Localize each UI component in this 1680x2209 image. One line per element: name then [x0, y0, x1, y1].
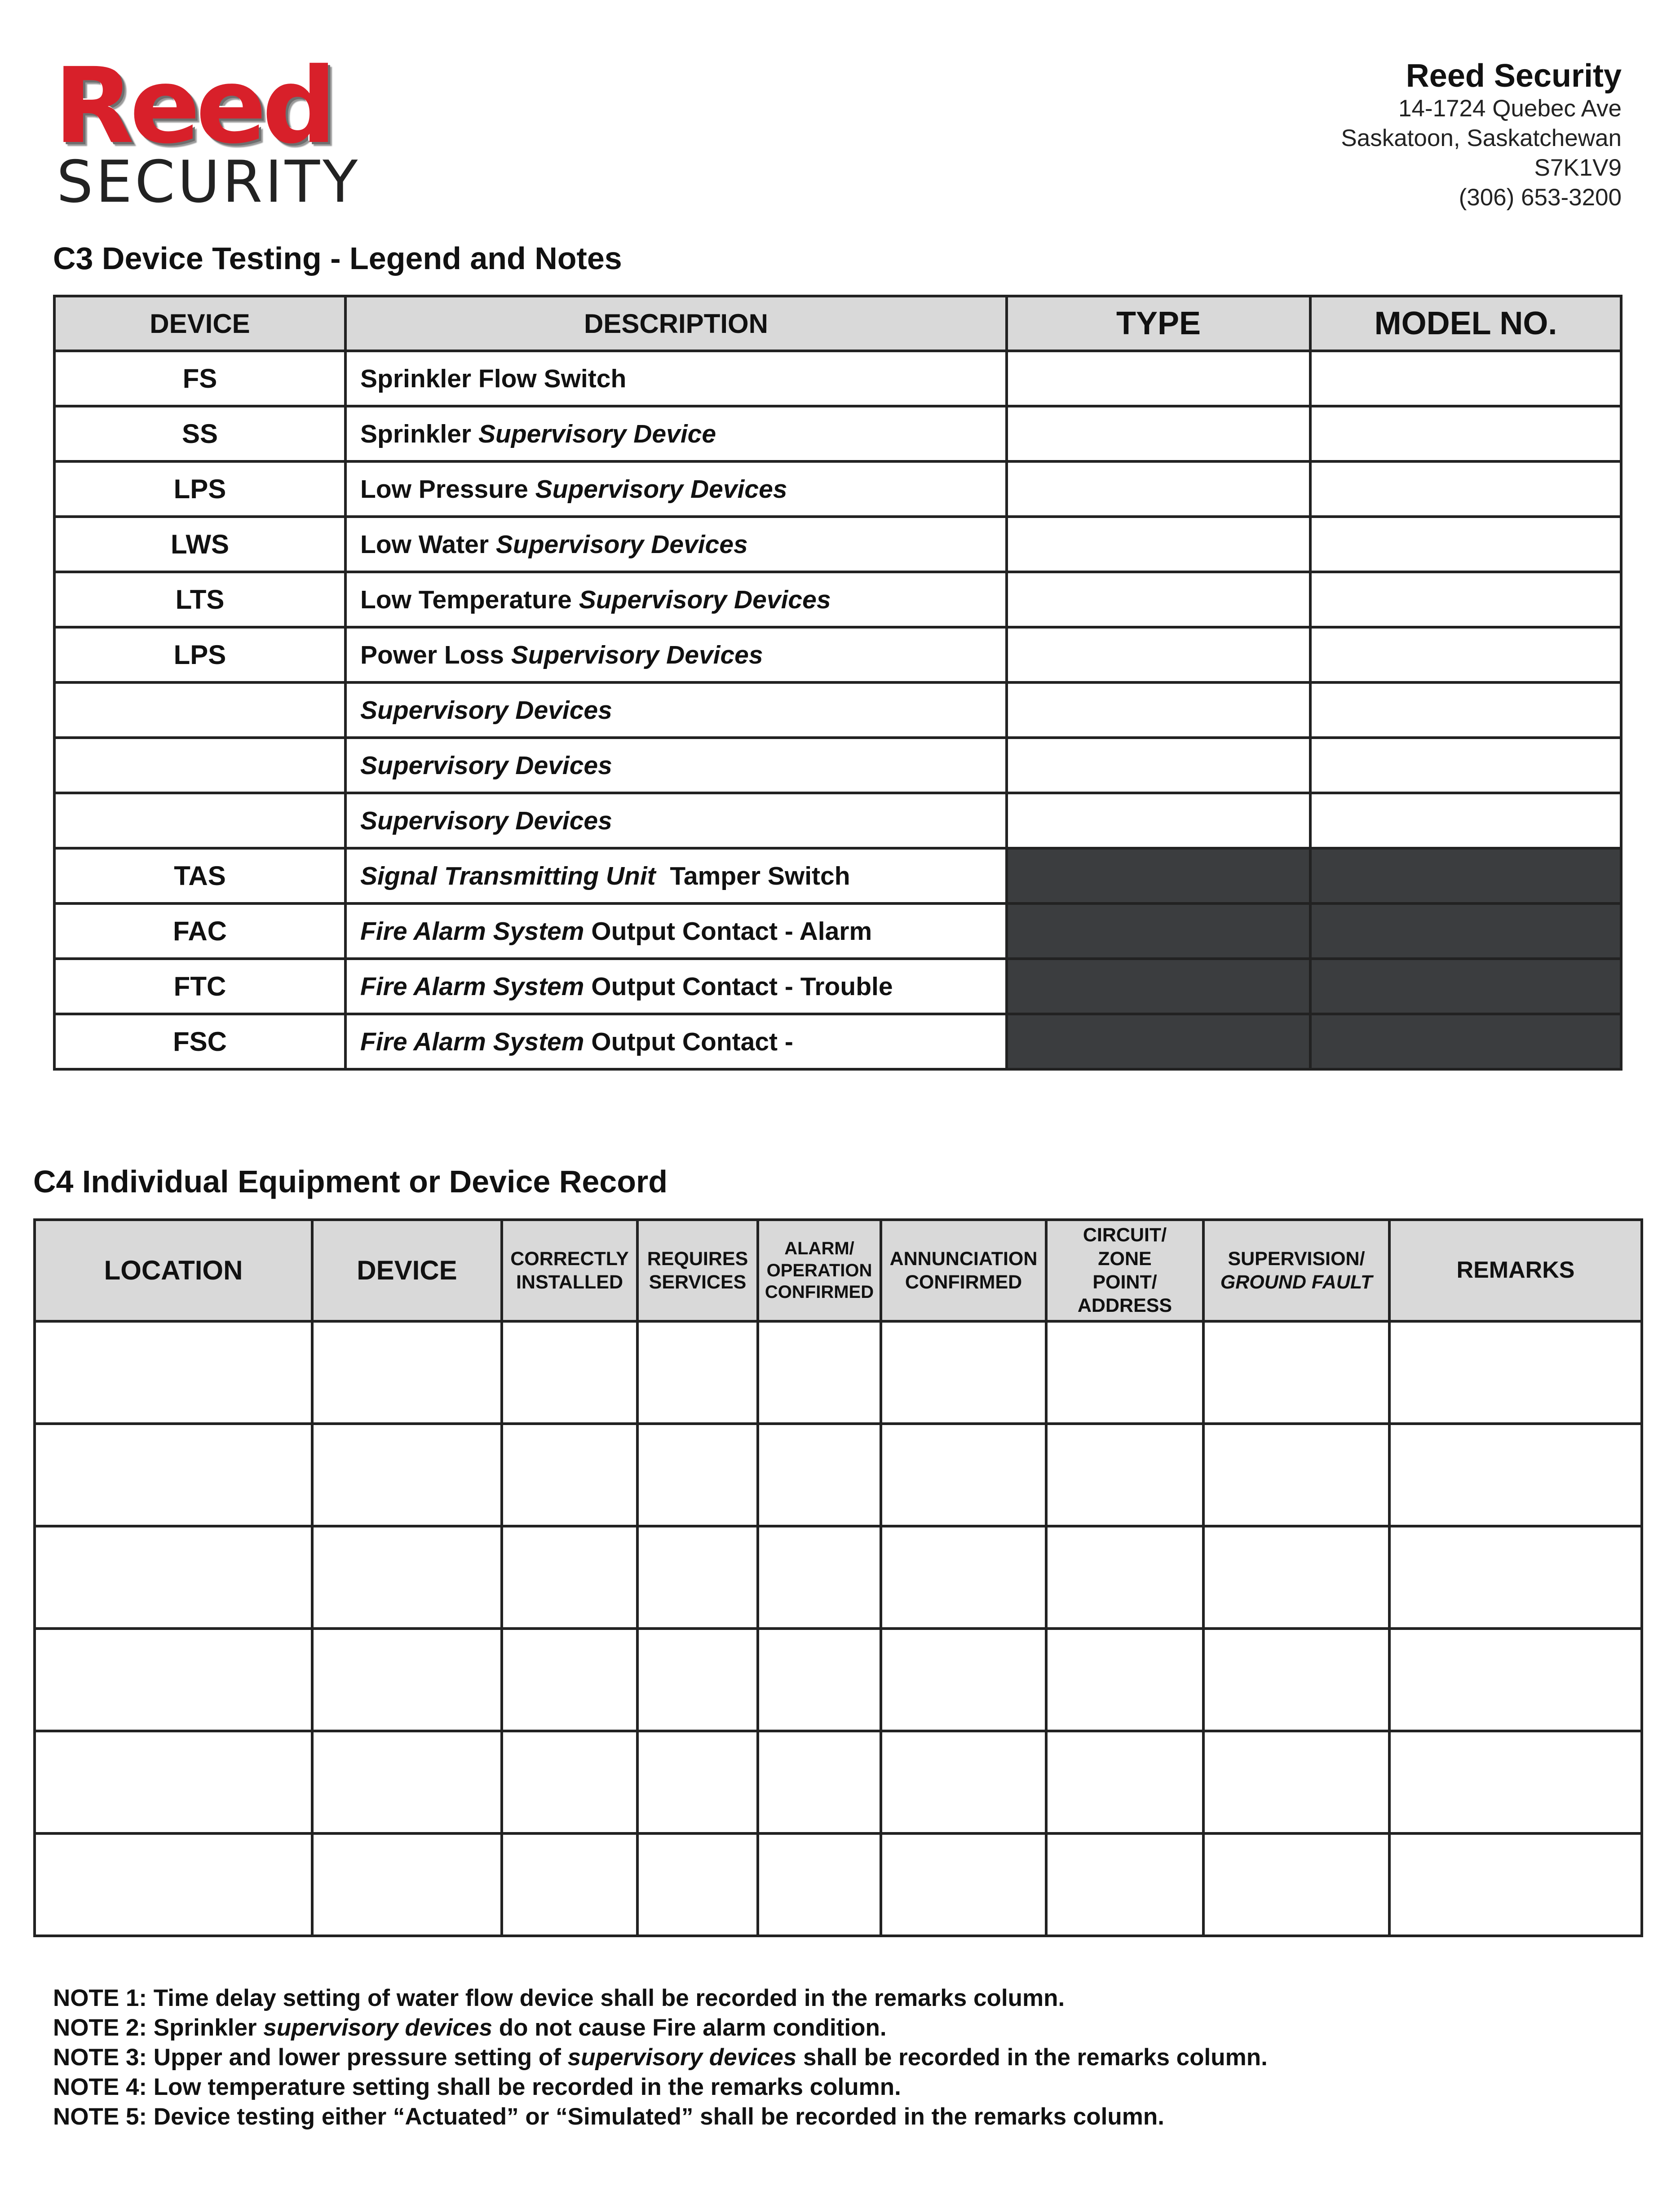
- shaded-type-cell: [1007, 959, 1310, 1014]
- remarks-cell[interactable]: [1389, 1629, 1642, 1731]
- description-italic-text: Supervisory Devices: [511, 640, 763, 669]
- remarks-cell[interactable]: [1389, 1833, 1642, 1936]
- description-italic-text: Fire Alarm System: [360, 972, 584, 1001]
- table-row: [54, 1014, 1621, 1069]
- requires-services-cell[interactable]: [637, 1833, 758, 1936]
- note-text: do not cause Fire alarm condition.: [492, 2014, 887, 2041]
- model-no-cell[interactable]: [1310, 461, 1621, 517]
- device-description: [345, 682, 1007, 738]
- note-italic-text: supervisory devices: [567, 2044, 797, 2071]
- note-3: [53, 2043, 1268, 2072]
- device-description: [345, 351, 1007, 406]
- device-code-blank[interactable]: [54, 793, 345, 848]
- model-no-cell[interactable]: [1310, 517, 1621, 572]
- description-italic-text: Supervisory Devices: [360, 695, 612, 725]
- correctly-installed-cell[interactable]: [502, 1526, 637, 1629]
- correctly-installed-cell[interactable]: [502, 1424, 637, 1526]
- table-row: [54, 461, 1621, 517]
- annunciation-cell[interactable]: [881, 1526, 1046, 1629]
- header-line: POINT/: [1092, 1271, 1157, 1293]
- table-row: [35, 1731, 1642, 1833]
- device-cell[interactable]: [312, 1629, 502, 1731]
- description-text: Output Contact -: [584, 1027, 793, 1056]
- table-row: [54, 406, 1621, 461]
- type-cell[interactable]: [1007, 682, 1310, 738]
- c3-header-model: MODEL NO.: [1310, 296, 1621, 351]
- shaded-model-no-cell: [1310, 903, 1621, 959]
- shaded-model-no-cell: [1310, 1014, 1621, 1069]
- location-cell[interactable]: [35, 1629, 312, 1731]
- table-row: [54, 351, 1621, 406]
- circuit-zone-cell[interactable]: [1046, 1731, 1203, 1833]
- device-description: [345, 572, 1007, 627]
- c4-header-requires-services: [637, 1220, 758, 1321]
- shaded-type-cell: [1007, 1014, 1310, 1069]
- notes-block: [53, 1983, 1268, 2132]
- requires-services-cell[interactable]: [637, 1731, 758, 1833]
- description-text: Low Temperature: [360, 585, 579, 614]
- table-row: [35, 1526, 1642, 1629]
- c4-header-correctly-installed: [502, 1220, 637, 1321]
- remarks-cell[interactable]: [1389, 1526, 1642, 1629]
- model-no-cell[interactable]: [1310, 793, 1621, 848]
- note-4: NOTE 4: Low temperature setting shall be recorded in the remarks column.: [53, 2074, 901, 2100]
- header-line: OPERATION: [766, 1260, 872, 1280]
- type-cell[interactable]: [1007, 738, 1310, 793]
- header-line: SUPERVISION/: [1228, 1248, 1365, 1270]
- note-italic-text: supervisory devices: [263, 2014, 492, 2041]
- device-code: FS: [54, 351, 345, 406]
- device-code-blank[interactable]: [54, 738, 345, 793]
- supervision-cell[interactable]: [1203, 1629, 1389, 1731]
- supervision-cell[interactable]: [1203, 1424, 1389, 1526]
- description-text: Output Contact - Alarm: [584, 916, 872, 946]
- remarks-cell[interactable]: [1389, 1731, 1642, 1833]
- c4-header-alarm-operation: [758, 1220, 881, 1321]
- table-row: [35, 1833, 1642, 1936]
- c4-header-location: LOCATION: [35, 1220, 312, 1321]
- circuit-zone-cell[interactable]: [1046, 1833, 1203, 1936]
- requires-services-cell[interactable]: [637, 1424, 758, 1526]
- header-line: GROUND FAULT: [1220, 1271, 1373, 1293]
- annunciation-cell[interactable]: [881, 1321, 1046, 1424]
- company-address-line-2: Saskatoon, Saskatchewan: [1341, 125, 1622, 152]
- device-description: [345, 903, 1007, 959]
- alarm-operation-cell[interactable]: [758, 1424, 881, 1526]
- location-cell[interactable]: [35, 1833, 312, 1936]
- table-row: [54, 517, 1621, 572]
- location-cell[interactable]: [35, 1424, 312, 1526]
- note-1: NOTE 1: Time delay setting of water flow device shall be recorded in the remarks column.: [53, 1985, 1065, 2011]
- description-text: Tamper Switch: [655, 861, 850, 890]
- device-cell[interactable]: [312, 1321, 502, 1424]
- model-no-cell[interactable]: [1310, 627, 1621, 682]
- location-cell[interactable]: [35, 1731, 312, 1833]
- device-code: LPS: [54, 461, 345, 517]
- device-cell[interactable]: [312, 1424, 502, 1526]
- c3-header-type: TYPE: [1007, 296, 1310, 351]
- description-text: Sprinkler: [360, 419, 478, 448]
- description-text: Low Water: [360, 530, 496, 559]
- c4-header-row: [35, 1220, 1642, 1321]
- c4-header-supervision: [1203, 1220, 1389, 1321]
- device-cell[interactable]: [312, 1731, 502, 1833]
- annunciation-cell[interactable]: [881, 1731, 1046, 1833]
- device-description: [345, 793, 1007, 848]
- requires-services-cell[interactable]: [637, 1321, 758, 1424]
- type-cell[interactable]: [1007, 793, 1310, 848]
- company-name: Reed Security: [1406, 58, 1622, 94]
- supervision-cell[interactable]: [1203, 1833, 1389, 1936]
- shaded-type-cell: [1007, 848, 1310, 903]
- table-row: [54, 738, 1621, 793]
- type-cell[interactable]: [1007, 572, 1310, 627]
- device-cell[interactable]: [312, 1833, 502, 1936]
- note-2: [53, 2013, 1268, 2043]
- header-line: CORRECTLY: [510, 1248, 629, 1270]
- device-code: LPS: [54, 627, 345, 682]
- table-row: [54, 572, 1621, 627]
- device-description: [345, 959, 1007, 1014]
- correctly-installed-cell[interactable]: [502, 1321, 637, 1424]
- header-line: CONFIRMED: [905, 1271, 1022, 1293]
- alarm-operation-cell[interactable]: [758, 1731, 881, 1833]
- company-postal-code: S7K1V9: [1534, 155, 1622, 182]
- circuit-zone-cell[interactable]: [1046, 1321, 1203, 1424]
- annunciation-cell[interactable]: [881, 1424, 1046, 1526]
- header-line: REQUIRES: [647, 1248, 748, 1270]
- remarks-cell[interactable]: [1389, 1321, 1642, 1424]
- device-cell[interactable]: [312, 1526, 502, 1629]
- description-text: Output Contact - Trouble: [584, 972, 893, 1001]
- device-description: [345, 848, 1007, 903]
- model-no-cell[interactable]: [1310, 738, 1621, 793]
- header-line: CIRCUIT/: [1083, 1224, 1167, 1246]
- description-text: Power Loss: [360, 640, 511, 669]
- c4-header-device: DEVICE: [312, 1220, 502, 1321]
- alarm-operation-cell[interactable]: [758, 1833, 881, 1936]
- table-row: [35, 1629, 1642, 1731]
- reed-security-logo: [54, 45, 361, 216]
- c4-header-annunciation: [881, 1220, 1046, 1321]
- c3-section-title: C3 Device Testing - Legend and Notes: [53, 241, 622, 276]
- device-code: FAC: [54, 903, 345, 959]
- circuit-zone-cell[interactable]: [1046, 1424, 1203, 1526]
- description-italic-text: Supervisory Device: [478, 419, 716, 448]
- header-line: SERVICES: [649, 1271, 747, 1293]
- description-italic-text: Supervisory Devices: [535, 474, 787, 504]
- device-code: LTS: [54, 572, 345, 627]
- company-address-line-1: 14-1724 Quebec Ave: [1398, 95, 1622, 122]
- c4-table-body: [35, 1321, 1642, 1936]
- description-text: Low Pressure: [360, 474, 535, 504]
- device-code: TAS: [54, 848, 345, 903]
- company-phone: (306) 653-3200: [1459, 184, 1622, 211]
- description-italic-text: Supervisory Devices: [360, 751, 612, 780]
- location-cell[interactable]: [35, 1321, 312, 1424]
- c3-header-row: [54, 296, 1621, 351]
- device-description: [345, 461, 1007, 517]
- circuit-zone-cell[interactable]: [1046, 1629, 1203, 1731]
- description-italic-text: Signal Transmitting Unit: [360, 861, 656, 890]
- supervision-cell[interactable]: [1203, 1526, 1389, 1629]
- shaded-type-cell: [1007, 903, 1310, 959]
- c4-header-circuit-zone: [1046, 1220, 1203, 1321]
- model-no-cell[interactable]: [1310, 351, 1621, 406]
- device-code-blank[interactable]: [54, 682, 345, 738]
- device-description: [345, 406, 1007, 461]
- device-code: FTC: [54, 959, 345, 1014]
- logo-brand-text: Reed: [54, 45, 332, 167]
- company-address-block: [1341, 58, 1622, 212]
- table-row: [54, 682, 1621, 738]
- circuit-zone-cell[interactable]: [1046, 1526, 1203, 1629]
- c4-section-title: C4 Individual Equipment or Device Record: [33, 1164, 668, 1199]
- header-line: ADDRESS: [1077, 1295, 1172, 1317]
- table-row: [54, 793, 1621, 848]
- alarm-operation-cell[interactable]: [758, 1321, 881, 1424]
- table-row: [54, 848, 1621, 903]
- annunciation-cell[interactable]: [881, 1629, 1046, 1731]
- device-description: [345, 738, 1007, 793]
- description-italic-text: Fire Alarm System: [360, 1027, 584, 1056]
- device-description: [345, 627, 1007, 682]
- location-cell[interactable]: [35, 1526, 312, 1629]
- note-5: NOTE 5: Device testing either “Actuated” or “Simulated” shall be recorded in the remarks column.: [53, 2103, 1164, 2130]
- description-italic-text: Supervisory Devices: [360, 806, 612, 835]
- model-no-cell[interactable]: [1310, 682, 1621, 738]
- logo-subtitle-text: SECURITY: [57, 149, 361, 216]
- correctly-installed-cell[interactable]: [502, 1731, 637, 1833]
- model-no-cell[interactable]: [1310, 406, 1621, 461]
- description-italic-text: Supervisory Devices: [495, 530, 748, 559]
- device-description: [345, 1014, 1007, 1069]
- remarks-cell[interactable]: [1389, 1424, 1642, 1526]
- correctly-installed-cell[interactable]: [502, 1629, 637, 1731]
- type-cell[interactable]: [1007, 461, 1310, 517]
- shaded-model-no-cell: [1310, 848, 1621, 903]
- alarm-operation-cell[interactable]: [758, 1629, 881, 1731]
- type-cell[interactable]: [1007, 351, 1310, 406]
- c4-header-remarks: REMARKS: [1389, 1220, 1642, 1321]
- header-line: INSTALLED: [516, 1271, 623, 1293]
- header-line: ZONE: [1098, 1248, 1152, 1270]
- note-text: NOTE 2: Sprinkler: [53, 2014, 264, 2041]
- device-description: [345, 517, 1007, 572]
- header-line: CONFIRMED: [765, 1282, 874, 1302]
- device-code: LWS: [54, 517, 345, 572]
- table-row: [54, 627, 1621, 682]
- description-italic-text: Fire Alarm System: [360, 916, 584, 946]
- supervision-cell[interactable]: [1203, 1321, 1389, 1424]
- note-text: NOTE 3: Upper and lower pressure setting of: [53, 2044, 568, 2071]
- requires-services-cell[interactable]: [637, 1526, 758, 1629]
- model-no-cell[interactable]: [1310, 572, 1621, 627]
- table-row: [35, 1321, 1642, 1424]
- shaded-model-no-cell: [1310, 959, 1621, 1014]
- type-cell[interactable]: [1007, 517, 1310, 572]
- header-line: ANNUNCIATION: [889, 1248, 1038, 1270]
- c3-legend-table: [53, 295, 1623, 1071]
- supervision-cell[interactable]: [1203, 1731, 1389, 1833]
- table-row: [54, 959, 1621, 1014]
- requires-services-cell[interactable]: [637, 1629, 758, 1731]
- type-cell[interactable]: [1007, 627, 1310, 682]
- table-row: [35, 1424, 1642, 1526]
- header-line: ALARM/: [784, 1238, 854, 1258]
- device-code: FSC: [54, 1014, 345, 1069]
- c3-header-description: DESCRIPTION: [345, 296, 1007, 351]
- annunciation-cell[interactable]: [881, 1833, 1046, 1936]
- type-cell[interactable]: [1007, 406, 1310, 461]
- note-text: shall be recorded in the remarks column.: [796, 2044, 1268, 2071]
- table-row: [54, 903, 1621, 959]
- alarm-operation-cell[interactable]: [758, 1526, 881, 1629]
- device-code: SS: [54, 406, 345, 461]
- correctly-installed-cell[interactable]: [502, 1833, 637, 1936]
- c4-record-table: [33, 1218, 1643, 1937]
- description-text: Sprinkler Flow Switch: [360, 364, 627, 393]
- description-italic-text: Supervisory Devices: [579, 585, 831, 614]
- c3-header-device: DEVICE: [54, 296, 345, 351]
